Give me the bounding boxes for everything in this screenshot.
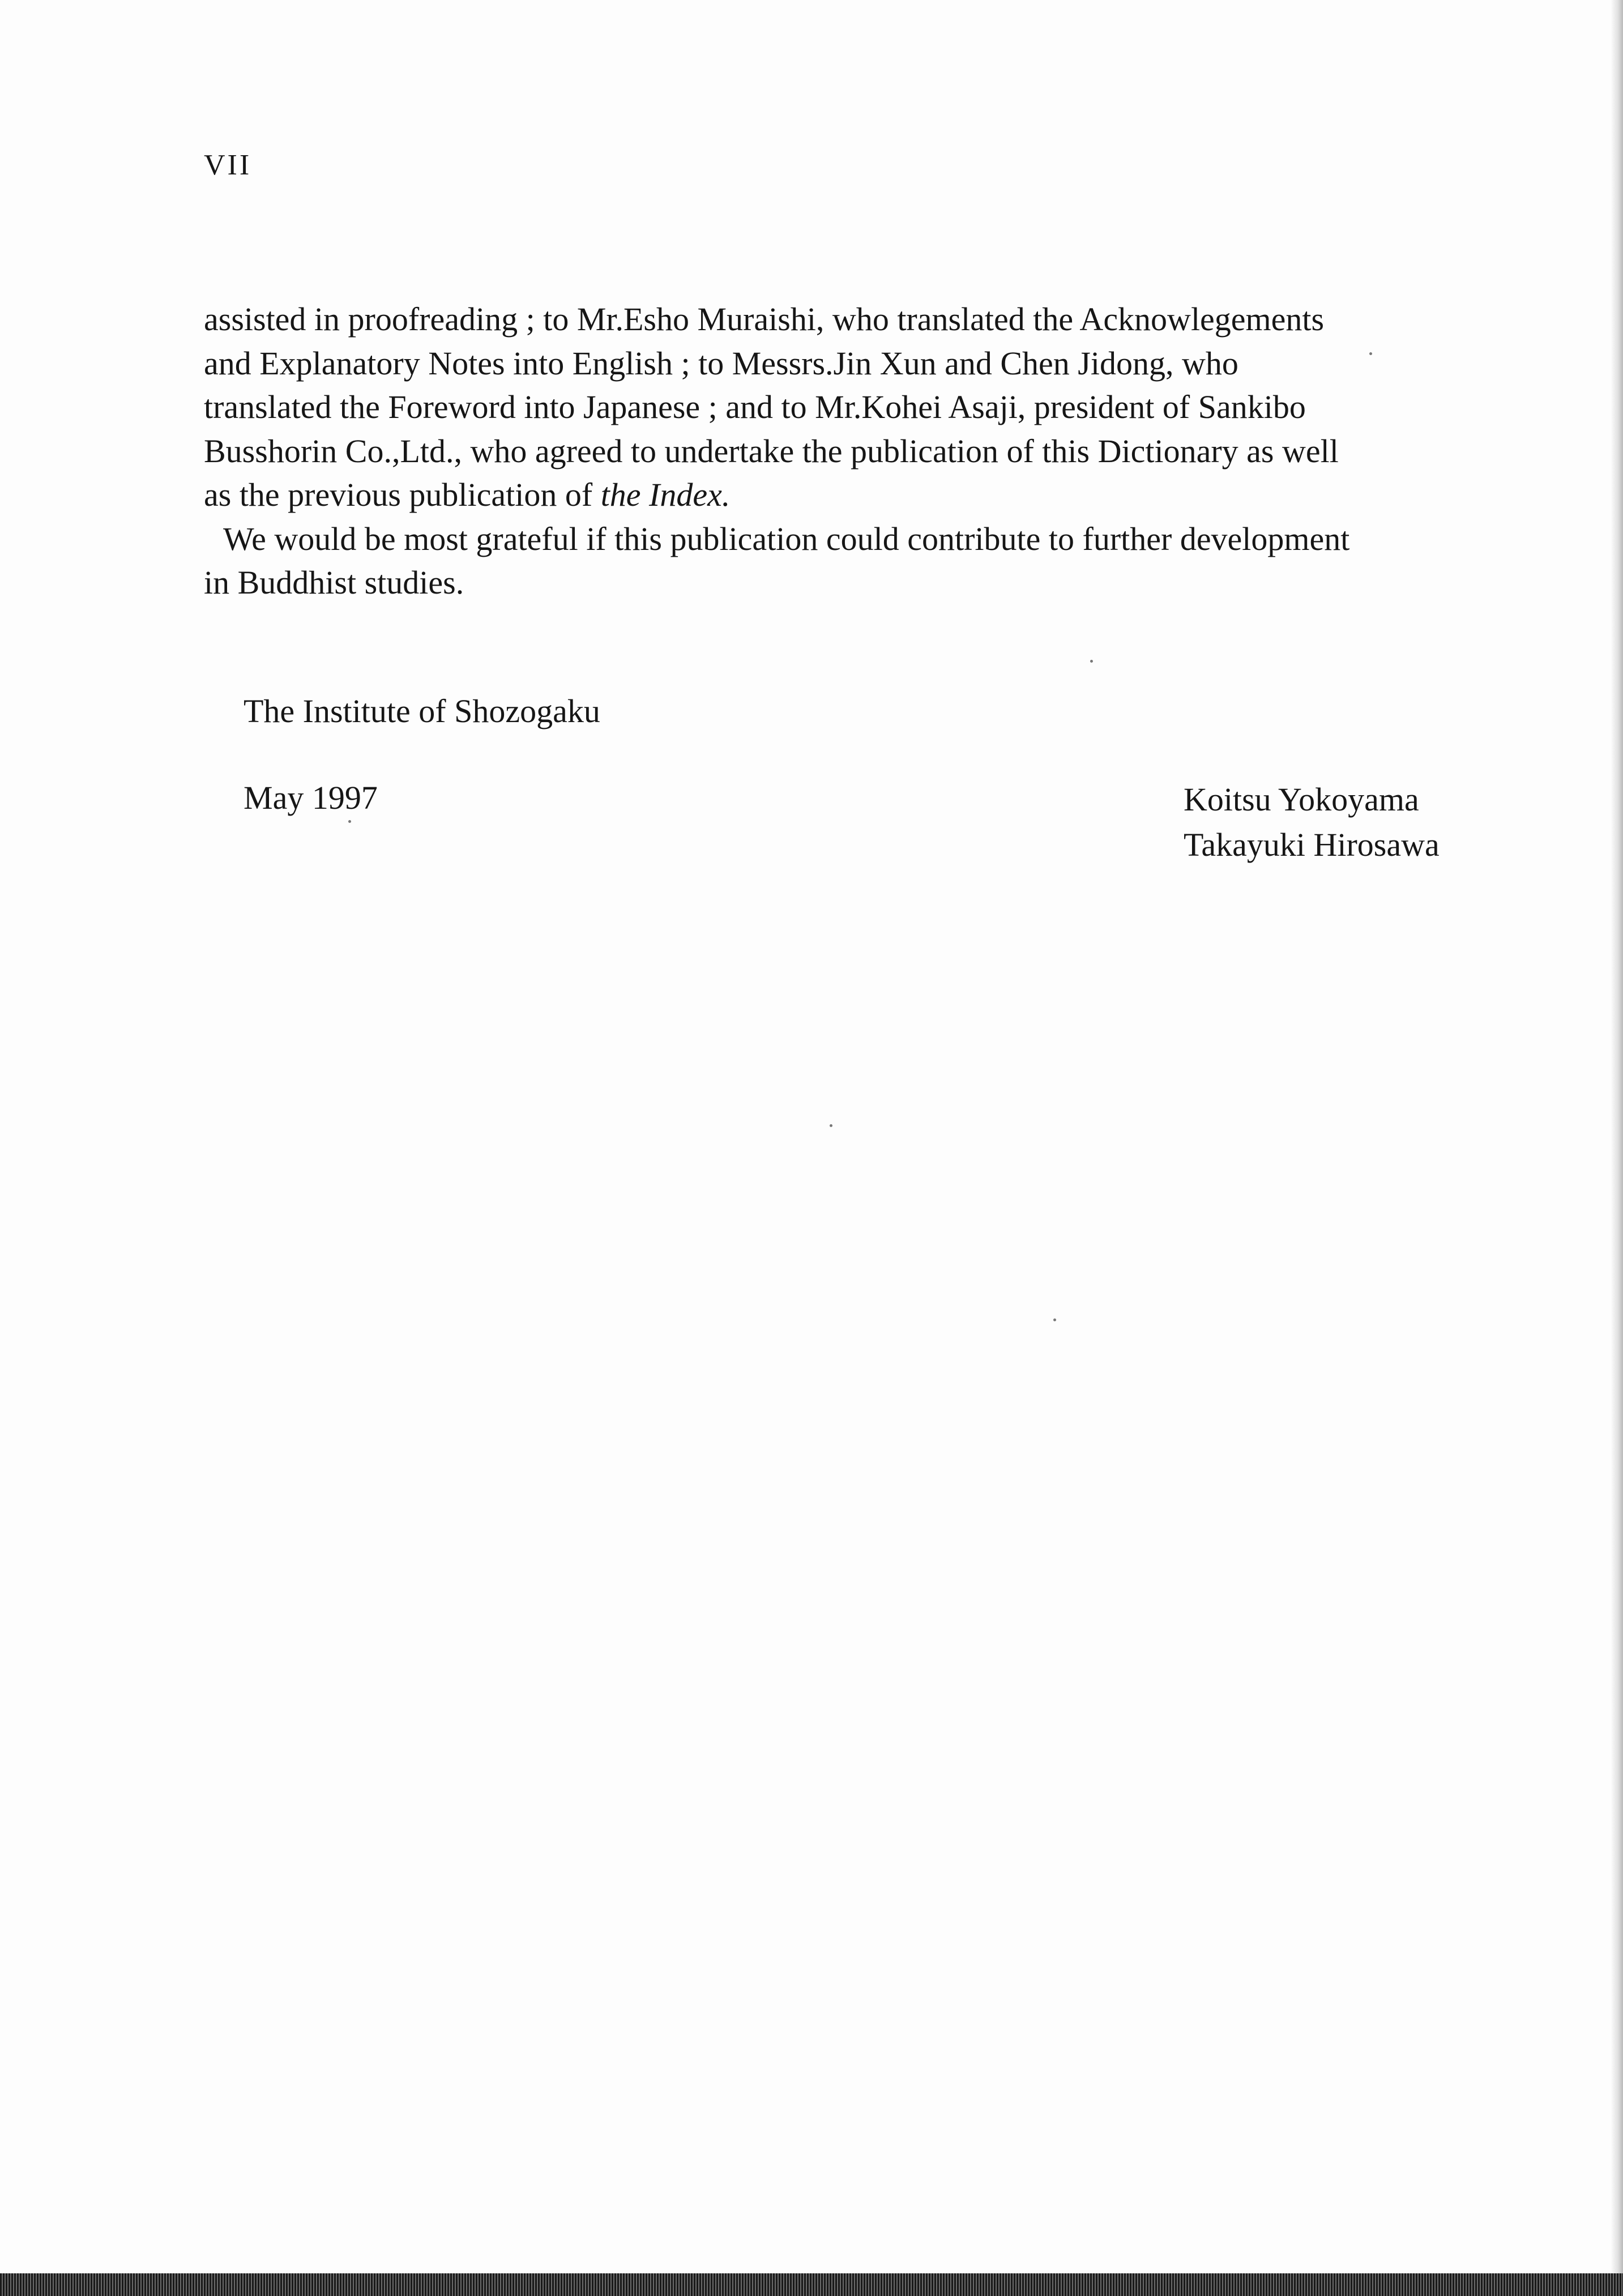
scan-edge-shadow: [1611, 0, 1623, 2296]
body-text: [204, 297, 1506, 605]
index-title-italic: the Index.: [600, 476, 731, 513]
body-line: [204, 473, 1506, 517]
scan-speck: [1369, 352, 1372, 355]
body-line-prefix: as the previous publication of: [204, 476, 601, 513]
scan-bottom-border: [0, 2273, 1623, 2296]
scan-speck: [830, 1124, 832, 1127]
body-line: and Explanatory Notes into English ; to Messrs.Jin Xun and Chen Jidong, who: [204, 344, 1238, 382]
signatory-name: Koitsu Yokoyama: [1184, 781, 1419, 818]
body-line: We would be most grateful if this publication could contribute to further development: [223, 520, 1350, 557]
institute-name: The Institute of Shozogaku: [244, 693, 600, 729]
signatories: [1184, 777, 1440, 868]
signatory-name: Takayuki Hirosawa: [1184, 826, 1440, 863]
body-line: in Buddhist studies.: [204, 564, 464, 601]
body-line: assisted in proofreading ; to Mr.Esho Muraishi, who translated the Acknowlegements: [204, 301, 1325, 338]
body-line: translated the Foreword into Japanese ; and to Mr.Kohei Asaji, president of Sankibo: [204, 389, 1306, 425]
scan-speck: [1053, 1318, 1056, 1321]
page-number: VII: [204, 149, 252, 181]
body-line: Busshorin Co.,Ltd., who agreed to undertake the publication of this Dictionary as well: [204, 432, 1339, 470]
scan-speck: [348, 820, 351, 823]
scan-speck: [1090, 660, 1093, 663]
date: May 1997: [244, 779, 378, 816]
